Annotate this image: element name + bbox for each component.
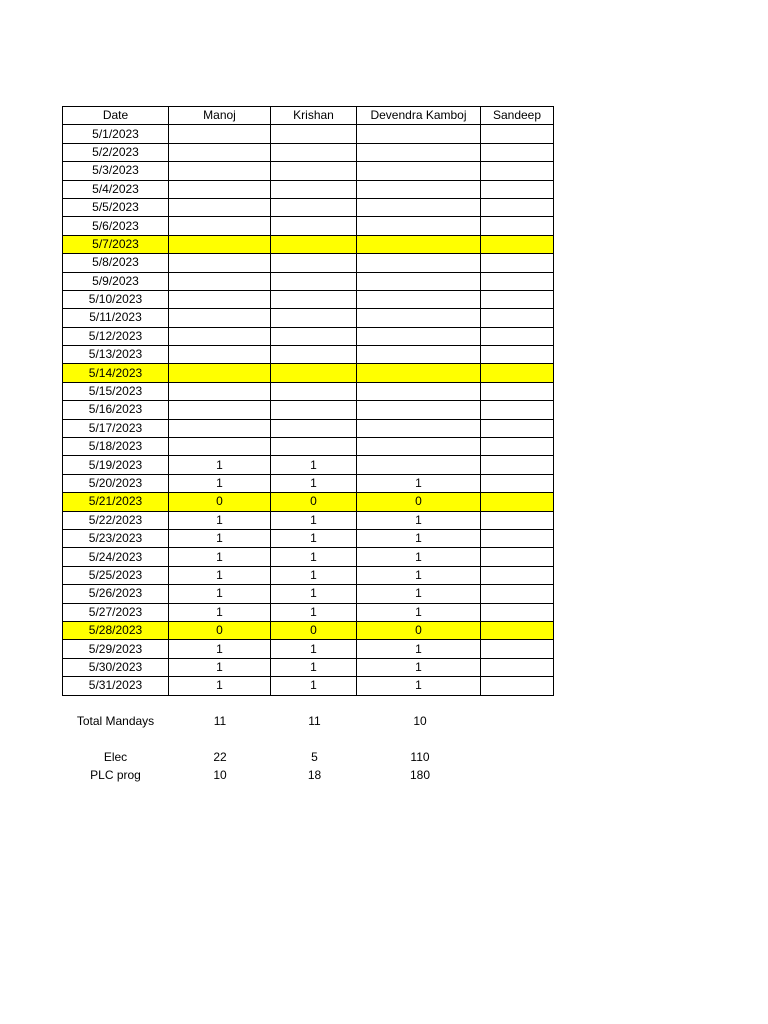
value-cell[interactable]: [481, 603, 554, 621]
value-cell[interactable]: [357, 162, 481, 180]
value-cell[interactable]: [357, 198, 481, 216]
plc-prog-row: [62, 766, 555, 784]
date-cell[interactable]: 5/18/2023: [63, 438, 169, 456]
value-cell[interactable]: 1: [271, 640, 357, 658]
table-row: [63, 401, 554, 419]
date-cell[interactable]: 5/26/2023: [63, 585, 169, 603]
value-cell[interactable]: [271, 290, 357, 308]
value-cell[interactable]: [169, 217, 271, 235]
value-cell[interactable]: 1: [357, 474, 481, 492]
value-cell[interactable]: [481, 548, 554, 566]
table-row: [63, 474, 554, 492]
value-cell[interactable]: 1: [357, 585, 481, 603]
value-cell[interactable]: 0: [271, 493, 357, 511]
table-row: [63, 125, 554, 143]
value-cell[interactable]: 1: [271, 603, 357, 621]
value-cell[interactable]: [357, 217, 481, 235]
value-cell[interactable]: [357, 180, 481, 198]
table-row: [63, 309, 554, 327]
value-cell[interactable]: [271, 309, 357, 327]
date-cell[interactable]: 5/5/2023: [63, 198, 169, 216]
value-cell[interactable]: [481, 162, 554, 180]
value-cell[interactable]: [169, 401, 271, 419]
value-cell[interactable]: [481, 254, 554, 272]
value-cell[interactable]: [481, 401, 554, 419]
value-cell[interactable]: [357, 364, 481, 382]
value-cell[interactable]: 1: [169, 566, 271, 584]
value-cell[interactable]: 1: [169, 640, 271, 658]
header-date[interactable]: Date: [63, 107, 169, 125]
value-cell[interactable]: [481, 493, 554, 511]
date-cell[interactable]: 5/7/2023: [63, 235, 169, 253]
date-cell[interactable]: 5/16/2023: [63, 401, 169, 419]
date-cell[interactable]: 5/17/2023: [63, 419, 169, 437]
total-cell[interactable]: 11: [308, 714, 321, 728]
table-row: [63, 327, 554, 345]
value-cell[interactable]: 0: [357, 493, 481, 511]
rate-cell[interactable]: 10: [213, 768, 227, 782]
value-cell[interactable]: [271, 382, 357, 400]
value-cell[interactable]: [271, 217, 357, 235]
value-cell[interactable]: [481, 327, 554, 345]
value-cell[interactable]: 1: [169, 658, 271, 676]
value-cell[interactable]: [271, 180, 357, 198]
value-cell[interactable]: [481, 180, 554, 198]
date-cell[interactable]: 5/3/2023: [63, 162, 169, 180]
value-cell[interactable]: [481, 272, 554, 290]
header-sandeep[interactable]: Sandeep: [481, 107, 554, 125]
value-cell[interactable]: 1: [271, 474, 357, 492]
value-cell[interactable]: [481, 677, 554, 695]
date-cell[interactable]: 5/27/2023: [63, 603, 169, 621]
date-cell[interactable]: 5/14/2023: [63, 364, 169, 382]
date-cell[interactable]: 5/21/2023: [63, 493, 169, 511]
value-cell[interactable]: 1: [271, 548, 357, 566]
table-row: [63, 585, 554, 603]
value-cell[interactable]: [357, 401, 481, 419]
table-row: [63, 364, 554, 382]
value-cell[interactable]: [481, 566, 554, 584]
value-cell[interactable]: [271, 143, 357, 161]
date-cell[interactable]: 5/23/2023: [63, 529, 169, 547]
value-cell[interactable]: [357, 327, 481, 345]
value-cell[interactable]: [481, 621, 554, 639]
date-cell[interactable]: 5/10/2023: [63, 290, 169, 308]
value-cell[interactable]: [271, 401, 357, 419]
value-cell[interactable]: 0: [271, 621, 357, 639]
value-cell[interactable]: [481, 585, 554, 603]
value-cell[interactable]: 1: [169, 511, 271, 529]
value-cell[interactable]: 1: [357, 511, 481, 529]
value-cell[interactable]: [481, 511, 554, 529]
table-row: [63, 438, 554, 456]
table-row: [63, 198, 554, 216]
value-cell[interactable]: [481, 346, 554, 364]
value-cell[interactable]: 1: [271, 566, 357, 584]
table-row: [63, 529, 554, 547]
date-cell[interactable]: 5/1/2023: [63, 125, 169, 143]
value-cell[interactable]: [271, 419, 357, 437]
value-cell[interactable]: [169, 327, 271, 345]
value-cell[interactable]: [481, 198, 554, 216]
value-cell[interactable]: 1: [271, 529, 357, 547]
table-row: [63, 640, 554, 658]
value-cell[interactable]: [481, 529, 554, 547]
value-cell[interactable]: [169, 235, 271, 253]
value-cell[interactable]: [271, 198, 357, 216]
value-cell[interactable]: [271, 272, 357, 290]
date-cell[interactable]: 5/9/2023: [63, 272, 169, 290]
value-cell[interactable]: [271, 125, 357, 143]
table-row: [63, 180, 554, 198]
value-cell[interactable]: 1: [357, 603, 481, 621]
value-cell[interactable]: [481, 382, 554, 400]
value-cell[interactable]: [169, 198, 271, 216]
value-cell[interactable]: [481, 235, 554, 253]
value-cell[interactable]: 1: [169, 585, 271, 603]
value-cell[interactable]: [169, 346, 271, 364]
table-row: [63, 272, 554, 290]
value-cell[interactable]: 1: [169, 548, 271, 566]
value-cell[interactable]: [169, 438, 271, 456]
header-row: [63, 107, 554, 125]
rate-cell[interactable]: 110: [410, 750, 430, 764]
date-cell[interactable]: 5/24/2023: [63, 548, 169, 566]
table-row: [63, 382, 554, 400]
value-cell[interactable]: [481, 217, 554, 235]
value-cell[interactable]: [481, 456, 554, 474]
value-cell[interactable]: 1: [271, 585, 357, 603]
table-row: [63, 456, 554, 474]
value-cell[interactable]: [169, 143, 271, 161]
value-cell[interactable]: [271, 346, 357, 364]
value-cell[interactable]: [169, 419, 271, 437]
total-cell[interactable]: 10: [413, 714, 427, 728]
plc-prog-label[interactable]: PLC prog: [90, 768, 141, 782]
header-krishan[interactable]: Krishan: [271, 107, 357, 125]
elec-label[interactable]: Elec: [103, 750, 128, 764]
value-cell[interactable]: [357, 346, 481, 364]
value-cell[interactable]: [271, 254, 357, 272]
value-cell[interactable]: 1: [271, 456, 357, 474]
table-row: [63, 493, 554, 511]
date-cell[interactable]: 5/4/2023: [63, 180, 169, 198]
value-cell[interactable]: 1: [169, 677, 271, 695]
rate-cell[interactable]: 18: [307, 768, 322, 782]
value-cell[interactable]: [481, 309, 554, 327]
table-row: [63, 419, 554, 437]
value-cell[interactable]: [481, 125, 554, 143]
value-cell[interactable]: [357, 382, 481, 400]
value-cell[interactable]: [357, 438, 481, 456]
rates-table: [62, 748, 555, 784]
value-cell[interactable]: 1: [169, 603, 271, 621]
value-cell[interactable]: 1: [271, 658, 357, 676]
table-row: [63, 235, 554, 253]
value-cell[interactable]: [357, 309, 481, 327]
value-cell[interactable]: [357, 290, 481, 308]
value-cell[interactable]: 1: [357, 566, 481, 584]
totals-table: [62, 712, 555, 730]
value-cell[interactable]: [481, 474, 554, 492]
value-cell[interactable]: [481, 658, 554, 676]
total-cell[interactable]: [482, 712, 555, 730]
value-cell[interactable]: [271, 327, 357, 345]
value-cell[interactable]: [271, 364, 357, 382]
value-cell[interactable]: [357, 254, 481, 272]
date-cell[interactable]: 5/13/2023: [63, 346, 169, 364]
value-cell[interactable]: 1: [357, 658, 481, 676]
value-cell[interactable]: [169, 180, 271, 198]
value-cell[interactable]: [481, 419, 554, 437]
value-cell[interactable]: 1: [169, 456, 271, 474]
table-row: [63, 548, 554, 566]
date-cell[interactable]: 5/31/2023: [63, 677, 169, 695]
table-row: [63, 658, 554, 676]
value-cell[interactable]: [481, 290, 554, 308]
rate-cell[interactable]: 22: [213, 750, 227, 764]
date-cell[interactable]: 5/29/2023: [63, 640, 169, 658]
table-row: [63, 566, 554, 584]
value-cell[interactable]: [271, 162, 357, 180]
value-cell[interactable]: [169, 309, 271, 327]
date-cell[interactable]: 5/28/2023: [63, 621, 169, 639]
value-cell[interactable]: [169, 364, 271, 382]
value-cell[interactable]: 0: [357, 621, 481, 639]
table-row: [63, 290, 554, 308]
value-cell[interactable]: 0: [169, 621, 271, 639]
value-cell[interactable]: [481, 143, 554, 161]
value-cell[interactable]: [481, 438, 554, 456]
date-cell[interactable]: 5/30/2023: [63, 658, 169, 676]
date-cell[interactable]: 5/2/2023: [63, 143, 169, 161]
table-row: [63, 677, 554, 695]
value-cell[interactable]: [271, 235, 357, 253]
date-cell[interactable]: 5/11/2023: [63, 309, 169, 327]
value-cell[interactable]: 1: [271, 511, 357, 529]
value-cell[interactable]: 1: [357, 677, 481, 695]
value-cell[interactable]: 1: [169, 529, 271, 547]
value-cell[interactable]: [169, 382, 271, 400]
value-cell[interactable]: [357, 456, 481, 474]
value-cell[interactable]: [357, 419, 481, 437]
date-cell[interactable]: 5/20/2023: [63, 474, 169, 492]
total-mandays-label[interactable]: Total Mandays: [76, 714, 155, 728]
table-row: [63, 621, 554, 639]
date-cell[interactable]: 5/6/2023: [63, 217, 169, 235]
rate-cell[interactable]: [482, 748, 555, 766]
date-cell[interactable]: 5/12/2023: [63, 327, 169, 345]
total-mandays-row: [62, 712, 555, 730]
value-cell[interactable]: 0: [169, 493, 271, 511]
value-cell[interactable]: 1: [357, 529, 481, 547]
value-cell[interactable]: 1: [271, 677, 357, 695]
date-cell[interactable]: 5/8/2023: [63, 254, 169, 272]
header-devendra-kamboj[interactable]: Devendra Kamboj: [357, 107, 481, 125]
rate-cell[interactable]: 5: [311, 750, 318, 764]
elec-row: [62, 748, 555, 766]
value-cell[interactable]: [481, 640, 554, 658]
date-cell[interactable]: 5/22/2023: [63, 511, 169, 529]
value-cell[interactable]: [169, 125, 271, 143]
table-row: [63, 254, 554, 272]
value-cell[interactable]: [169, 272, 271, 290]
rate-cell[interactable]: 180: [409, 768, 431, 782]
value-cell[interactable]: 1: [169, 474, 271, 492]
table-row: [63, 511, 554, 529]
value-cell[interactable]: 1: [357, 548, 481, 566]
date-cell[interactable]: 5/15/2023: [63, 382, 169, 400]
value-cell[interactable]: [271, 438, 357, 456]
table-row: [63, 143, 554, 161]
value-cell[interactable]: 1: [357, 640, 481, 658]
attendance-sheet: [62, 106, 554, 696]
value-cell[interactable]: [357, 125, 481, 143]
table-row: [63, 346, 554, 364]
value-cell[interactable]: [481, 364, 554, 382]
date-cell[interactable]: 5/19/2023: [63, 456, 169, 474]
total-cell[interactable]: 11: [213, 714, 227, 728]
value-cell[interactable]: [357, 272, 481, 290]
value-cell[interactable]: [357, 235, 481, 253]
value-cell[interactable]: [169, 162, 271, 180]
date-cell[interactable]: 5/25/2023: [63, 566, 169, 584]
table-row: [63, 603, 554, 621]
value-cell[interactable]: [169, 290, 271, 308]
table-row: [63, 217, 554, 235]
table-row: [63, 162, 554, 180]
value-cell[interactable]: [357, 143, 481, 161]
header-manoj[interactable]: Manoj: [169, 107, 271, 125]
rate-cell[interactable]: [482, 766, 555, 784]
value-cell[interactable]: [169, 254, 271, 272]
